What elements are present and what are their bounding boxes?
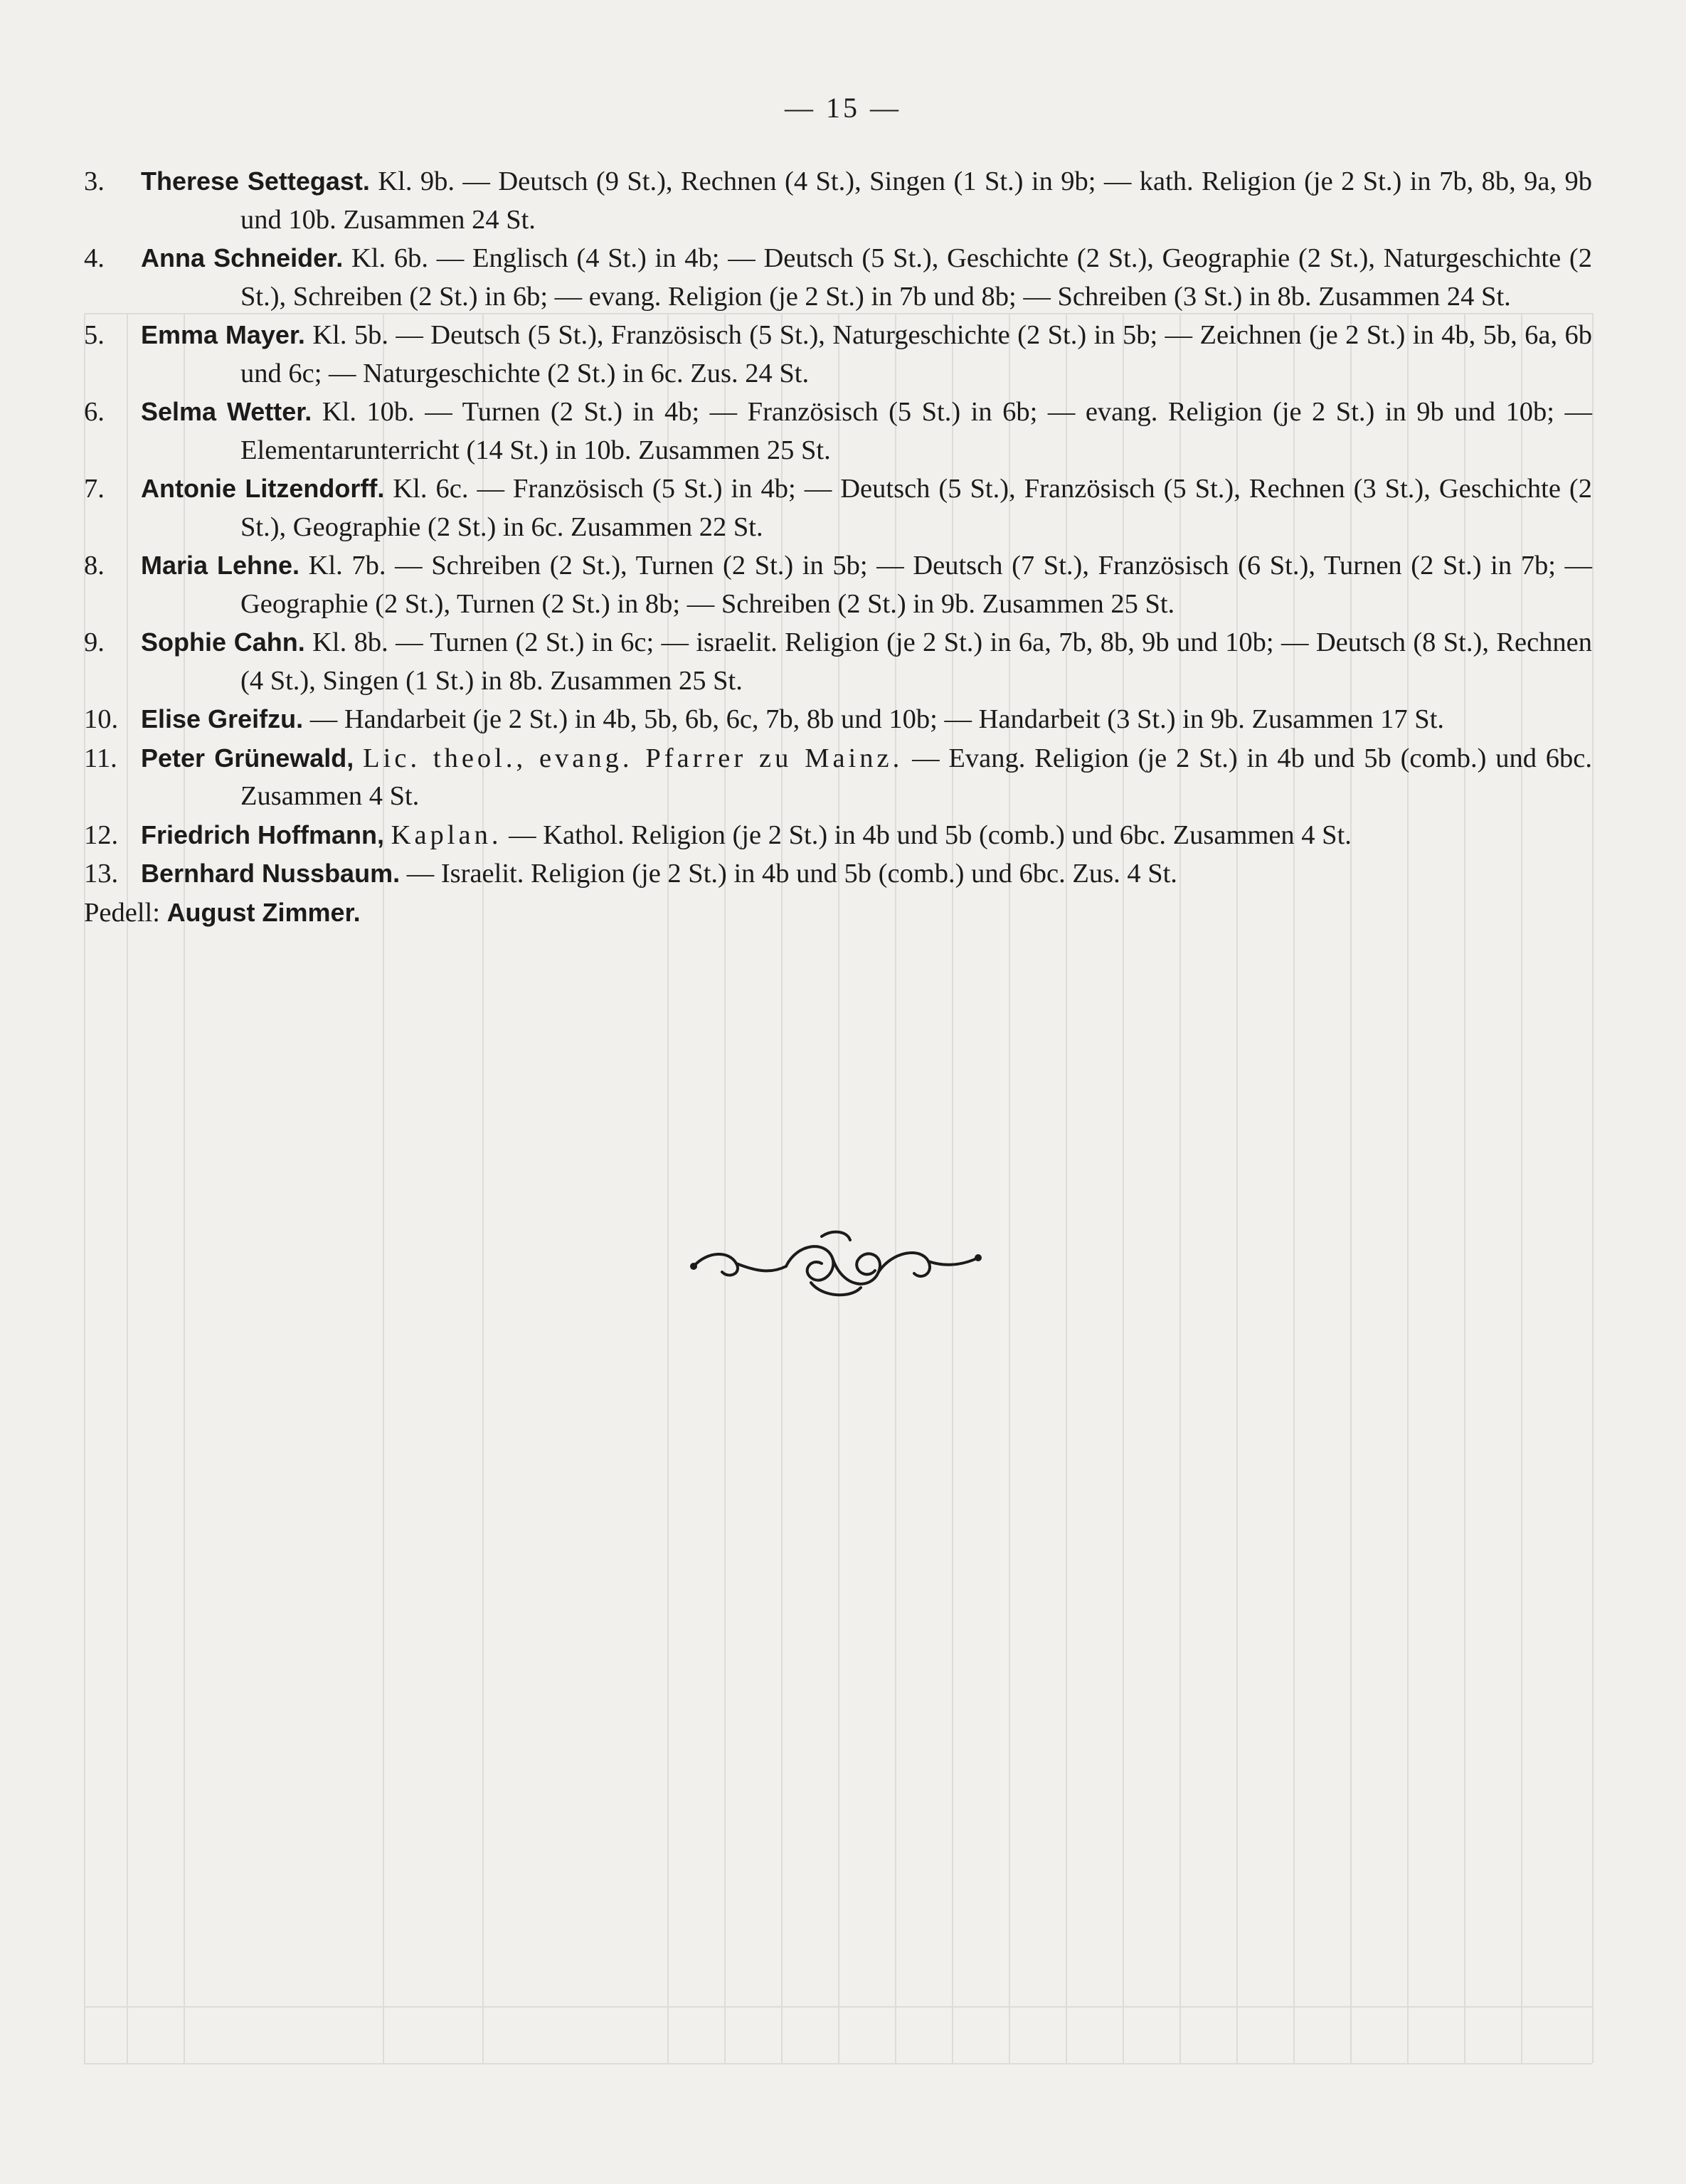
staff-entry [84, 623, 1592, 700]
staff-entry [84, 162, 1592, 239]
teacher-name: Peter Grünewald, [141, 743, 354, 773]
entry-number: 9. [84, 627, 105, 657]
entry-number: 10. [84, 704, 119, 734]
teaching-assignment: Kl. 10b. — Turnen (2 St.) in 4b; — Französisch (5 St.) in 6b; — evang. Religion (je 2 St.) in 9b und 10b; — Elementarunterricht (14 St.) in 10b. Zusammen 25 St. [240, 397, 1592, 465]
flourish-ornament-icon [679, 1222, 992, 1308]
ghost-rule [84, 2006, 1592, 2008]
teacher-name: Maria Lehne. [141, 551, 300, 580]
entry-number: 3. [84, 166, 105, 196]
teacher-name: Antonie Litzendorff. [141, 474, 385, 503]
teacher-name: Selma Wetter. [141, 397, 312, 426]
staff-entry [84, 739, 1592, 816]
teacher-name: Friedrich Hoffmann, [141, 820, 385, 849]
teaching-assignment: Kl. 8b. — Turnen (2 St.) in 6c; — israelit. Religion (je 2 St.) in 6a, 7b, 8b, 9b und 10b; — Deutsch (8 St.), Rechnen (4 St.), Singen (1 St.) in 8b. Zusammen 25 St. [240, 627, 1593, 696]
ghost-rule [1592, 313, 1594, 2063]
teacher-name: Anna Schneider. [141, 243, 344, 272]
teacher-name: Sophie Cahn. [141, 627, 305, 657]
entry-number: 5. [84, 320, 105, 350]
teacher-title: Kaplan. [391, 820, 502, 850]
teacher-title: Lic. theol., evang. Pfarrer zu Mainz. [363, 743, 903, 773]
teacher-name: Elise Greifzu. [141, 704, 304, 733]
teaching-assignment: Kl. 6c. — Französisch (5 St.) in 4b; — Deutsch (5 St.), Französisch (5 St.), Rechnen (3 St.), Geschichte (2 St.), Geographie (2 St.) in 6c. Zusammen 22 St. [240, 474, 1592, 542]
staff-list [84, 162, 1592, 932]
teacher-name: Bernhard Nussbaum. [141, 859, 401, 888]
teaching-assignment: Kl. 7b. — Schreiben (2 St.), Turnen (2 St.) in 5b; — Deutsch (7 St.), Französisch (6 St.), Turnen (2 St.) in 7b; — Geographie (2 St.), Turnen (2 St.) in 8b; — Schreiben (2 St.) in 9b. Zusammen 25 St. [240, 551, 1593, 619]
teaching-assignment: — Kathol. Religion (je 2 St.) in 4b und 5b (comb.) und 6bc. Zusammen 4 St. [509, 820, 1352, 850]
ghost-rule [84, 2063, 1592, 2064]
entry-number: 7. [84, 474, 105, 504]
staff-entry [84, 316, 1592, 393]
pedell-name: August Zimmer. [166, 897, 361, 927]
entry-number: 13. [84, 859, 119, 889]
staff-entry [84, 470, 1592, 546]
pedell-label: Pedell: [84, 897, 160, 928]
entry-number: 8. [84, 551, 105, 581]
teacher-name: Therese Settegast. [141, 166, 370, 196]
page-number: — 15 — [785, 92, 901, 124]
entry-number: 11. [84, 743, 117, 773]
teaching-assignment: Kl. 9b. — Deutsch (9 St.), Rechnen (4 St.), Singen (1 St.) in 9b; — kath. Religion (je 2 St.) in 7b, 8b, 9a, 9b und 10b. Zusammen 24 St. [240, 166, 1593, 235]
teaching-assignment: — Evang. Religion (je 2 St.) in 4b und 5b (comb.) und 6bc. Zusammen 4 St. [240, 743, 1593, 811]
staff-entry [84, 546, 1592, 623]
entry-number: 4. [84, 243, 105, 273]
staff-entry [84, 854, 1592, 894]
teaching-assignment: Kl. 5b. — Deutsch (5 St.), Französisch (5 St.), Naturgeschichte (2 St.) in 5b; — Zeichnen (je 2 St.) in 4b, 5b, 6a, 6b und 6c; — Naturgeschichte (2 St.) in 6c. Zus. 24 St. [240, 320, 1592, 388]
entry-number: 12. [84, 820, 119, 850]
staff-entry [84, 816, 1592, 855]
pedell-line [84, 894, 1592, 933]
teacher-name: Emma Mayer. [141, 320, 305, 349]
teaching-assignment: Kl. 6b. — Englisch (4 St.) in 4b; — Deutsch (5 St.), Geschichte (2 St.), Geographie (2 St.), Naturgeschichte (2 St.), Schreiben (2 St.) in 6b; — evang. Religion (je 2 St.) in 7b und 8b; — Schreiben (3 St.) in 8b. Zusammen 24 St. [240, 243, 1592, 312]
staff-entry [84, 239, 1592, 316]
staff-entry [84, 393, 1592, 470]
staff-entry [84, 700, 1592, 739]
teaching-assignment: — Israelit. Religion (je 2 St.) in 4b und 5b (comb.) und 6bc. Zus. 4 St. [406, 859, 1177, 889]
teaching-assignment: — Handarbeit (je 2 St.) in 4b, 5b, 6b, 6c, 7b, 8b und 10b; — Handarbeit (3 St.) in 9b. Zusammen 17 St. [309, 704, 1445, 734]
entry-number: 6. [84, 397, 105, 427]
